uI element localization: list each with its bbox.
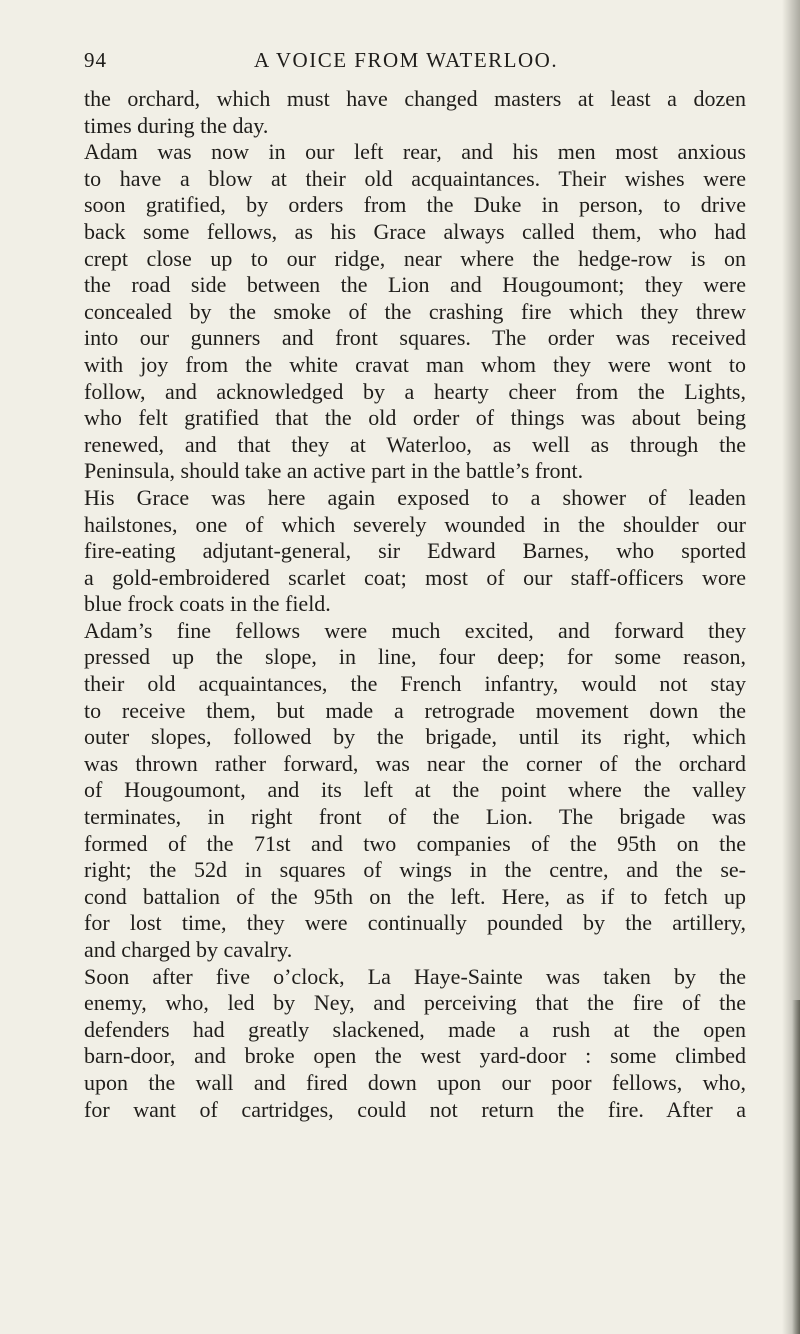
text-line: for lost time, they were continually pounded by the artillery,: [84, 910, 746, 936]
text-line: Adam was now in our left rear, and his men most anxious: [84, 139, 746, 165]
text-line: the road side between the Lion and Hougoumont; they were: [84, 272, 746, 298]
page-edge-dark: [792, 1000, 800, 1334]
text-line: Peninsula, should take an active part in the battle’s front.: [84, 458, 584, 484]
text-line: of Hougoumont, and its left at the point where the valley: [84, 777, 746, 803]
text-line: cond battalion of the 95th on the left. Here, as if to fetch up: [84, 883, 746, 909]
text-line: pressed up the slope, in line, four deep; for some reason,: [84, 644, 746, 670]
text-line: barn-door, and broke open the west yard-door : some climbed: [84, 1043, 746, 1069]
text-line: renewed, and that they at Waterloo, as well as through the: [84, 431, 746, 457]
body-text: [84, 86, 746, 1123]
text-line: into our gunners and front squares. The order was received: [84, 325, 746, 351]
text-line: the orchard, which must have changed masters at least a dozen: [84, 86, 746, 111]
running-title: A VOICE FROM WATERLOO.: [254, 48, 559, 72]
text-line: back some fellows, as his Grace always called them, who had: [84, 218, 746, 244]
text-line: concealed by the smoke of the crashing fire which they threw: [84, 298, 746, 324]
text-line: times during the day.: [84, 112, 269, 138]
text-line: His Grace was here again exposed to a shower of leaden: [84, 484, 746, 510]
text-line: soon gratified, by orders from the Duke in person, to drive: [84, 192, 746, 218]
text-line: fire-eating adjutant-general, sir Edward Barnes, who sported: [84, 538, 746, 564]
text-line: right; the 52d in squares of wings in the centre, and the se-: [84, 857, 746, 883]
text-line: to receive them, but made a retrograde movement down the: [84, 697, 746, 723]
text-line: Adam’s fine fellows were much excited, and forward they: [84, 617, 746, 643]
text-line: for want of cartridges, could not return the fire. After a: [84, 1096, 746, 1122]
text-line: to have a blow at their old acquaintances. Their wishes were: [84, 165, 746, 191]
text-line: upon the wall and fired down upon our poor fellows, who,: [84, 1069, 746, 1095]
text-line: blue frock coats in the field.: [84, 591, 331, 617]
text-line: a gold-embroidered scarlet coat; most of our staff-officers wore: [84, 564, 746, 590]
text-line: their old acquaintances, the French infantry, would not stay: [84, 671, 746, 697]
page-number: 94: [84, 48, 107, 72]
page-header: [84, 48, 736, 78]
text-line: was thrown rather forward, was near the corner of the orchard: [84, 750, 746, 776]
text-line: defenders had greatly slackened, made a rush at the open: [84, 1016, 746, 1042]
text-line: with joy from the white cravat man whom they were wont to: [84, 351, 746, 377]
text-line: hailstones, one of which severely wounded in the shoulder our: [84, 511, 746, 537]
text-line: follow, and acknowledged by a hearty cheer from the Lights,: [84, 378, 746, 404]
text-line: terminates, in right front of the Lion. The brigade was: [84, 804, 746, 830]
text-line: Soon after five o’clock, La Haye-Sainte was taken by the: [84, 963, 746, 989]
text-line: crept close up to our ridge, near where the hedge-row is on: [84, 245, 746, 271]
text-line: outer slopes, followed by the brigade, until its right, which: [84, 724, 746, 750]
text-line: enemy, who, led by Ney, and perceiving that the fire of the: [84, 990, 746, 1016]
text-line: and charged by cavalry.: [84, 937, 293, 962]
text-line: who felt gratified that the old order of things was about being: [84, 405, 746, 431]
text-line: formed of the 71st and two companies of the 95th on the: [84, 830, 746, 856]
